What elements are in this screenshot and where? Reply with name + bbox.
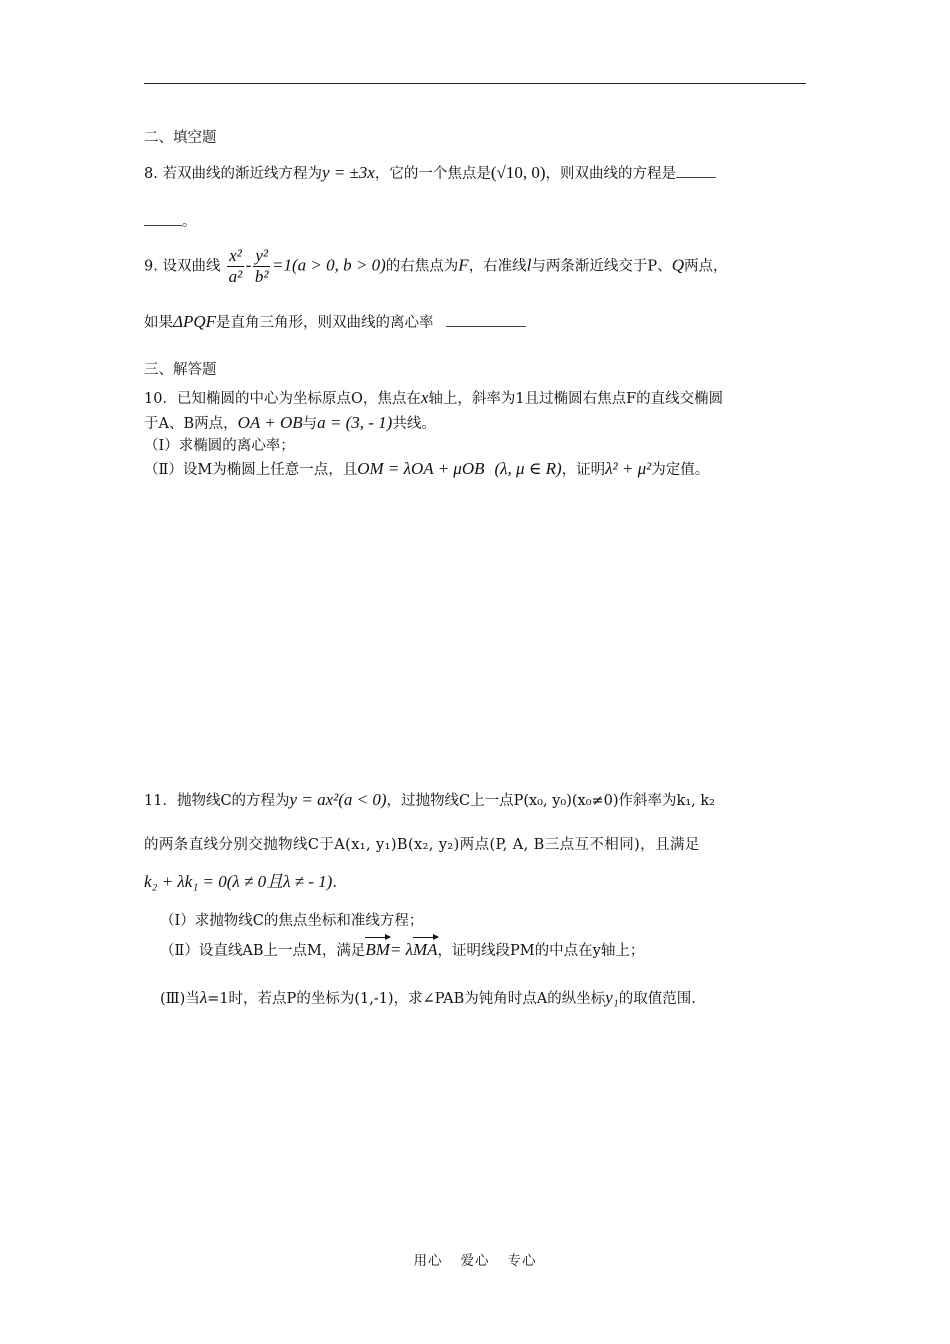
q11-parabola-equation: y = ax²(a < 0) xyxy=(289,790,387,809)
q10-lambda-mu-real: (λ, μ ∈ R) xyxy=(494,459,562,478)
q9-text-4: 与两条渐近线交于P、 xyxy=(531,258,672,275)
q9-answer-blank xyxy=(446,326,526,327)
q11-vector-bm: BM xyxy=(365,940,390,959)
q11-part3-text-1: (Ⅲ)当 xyxy=(160,991,200,1007)
q8-text-2: ，它的一个焦点是 xyxy=(374,166,491,182)
question-10-part-1: （Ⅰ）求椭圆的离心率； xyxy=(144,438,295,454)
q10-text-2: 轴上，斜率为1且过椭圆右焦点F的直线交椭圆 xyxy=(428,391,724,407)
question-11-line-2: 的两条直线分别交抛物线C于A(x₁, y₁)B(x₂, y₂)两点(P, A, B三点互不相同)，且满足 xyxy=(144,837,700,853)
q8-answer-blank-continued xyxy=(144,225,182,226)
footer-text-2: 爱心 xyxy=(460,1253,490,1269)
question-8 xyxy=(144,163,716,184)
q10-line2-text-2: 与 xyxy=(302,416,318,432)
q11-vector-ma: MA xyxy=(412,940,438,959)
q10-vector-a: a = (3, - 1) xyxy=(317,413,393,432)
footer-text-3: 专心 xyxy=(507,1253,537,1269)
q9-frac-den-b: b² xyxy=(254,267,269,286)
q9-directrix-l: l xyxy=(526,255,532,275)
question-11-part-1: （Ⅰ）求抛物线C的焦点坐标和准线方程； xyxy=(160,913,424,929)
q10-part2-text-3: 为定值。 xyxy=(651,462,710,478)
q9-text-1: 9. 设双曲线 xyxy=(144,258,221,275)
question-9-line-2 xyxy=(144,312,526,333)
question-11-part-3 xyxy=(160,988,696,1009)
q11-text-2: ，过抛物线C上一点P(x₀, y₀)(x₀≠0)作斜率为k₁, k₂ xyxy=(386,793,715,809)
q10-x-axis: x xyxy=(420,388,429,407)
q9-frac-num-y: y² xyxy=(255,246,269,265)
q11-line3-period: . xyxy=(332,875,337,891)
q11-part3-text-2: =1时，若点P的坐标为(1,-1)，求∠PAB为钝角时点A的纵坐标 xyxy=(207,991,606,1007)
question-11-line-1 xyxy=(144,790,715,811)
q10-sum-of-squares: λ² + μ² xyxy=(605,459,652,478)
page-footer xyxy=(0,1249,950,1269)
q9-text-3: ，右准线 xyxy=(468,258,527,275)
q9-fraction-y xyxy=(253,246,270,287)
q9-condition: =1(a > 0, b > 0) xyxy=(272,255,386,275)
section-heading-fill-in: 二、填空题 xyxy=(144,130,217,146)
q10-text-1: 10．已知椭圆的中心为坐标原点O，焦点在 xyxy=(144,391,421,407)
question-9 xyxy=(144,246,727,287)
q9-frac-den-a: a² xyxy=(228,267,243,286)
header-rule xyxy=(144,83,806,84)
section-heading-solutions: 三、解答题 xyxy=(144,362,217,378)
q11-y1: y₁ xyxy=(605,988,619,1007)
q9-text-2: 的右焦点为 xyxy=(385,258,459,275)
q9-focus-F: F xyxy=(458,255,469,275)
q8-text-3: ，则双曲线的方程是 xyxy=(545,166,677,182)
q11-part2-text-2: ，证明线段PM的中点在y轴上； xyxy=(437,943,645,959)
q8-asymptote-formula: y = ±3x xyxy=(321,163,375,182)
q11-slope-condition: k₂ + λk₁ = 0(λ ≠ 0且λ ≠ - 1) xyxy=(144,872,333,891)
q10-part2-text-2: ，证明 xyxy=(561,462,606,478)
q9-line2-text-1: 如果 xyxy=(144,315,173,331)
q8-answer-blank xyxy=(676,177,716,178)
q9-frac-num-x: x² xyxy=(229,246,242,265)
q9-fraction-x xyxy=(227,246,244,287)
q8-focus-formula: (√10, 0) xyxy=(490,163,546,182)
q11-part3-text-3: 的取值范围. xyxy=(618,991,696,1007)
q8-text-1: 8. 若双曲线的渐近线方程为 xyxy=(144,166,322,182)
footer-text-1: 用心 xyxy=(413,1253,443,1269)
q10-line2-text-1: 于A、B两点， xyxy=(144,416,238,432)
q9-minus: - xyxy=(245,255,252,275)
q11-text-1: 11．抛物线C的方程为 xyxy=(144,793,290,809)
q11-lambda: λ xyxy=(199,988,208,1007)
q10-line2-text-3: 共线。 xyxy=(392,416,436,432)
q10-vector-om: OM = λOA + μOB xyxy=(357,459,485,478)
q11-equals-lambda: = λ xyxy=(389,940,413,959)
question-11-line-3 xyxy=(144,872,337,893)
q10-part2-text-1: （Ⅱ）设M为椭圆上任意一点，且 xyxy=(144,462,358,478)
question-10-line-1 xyxy=(144,388,723,409)
q8-period: 。 xyxy=(182,214,197,230)
q11-part2-text-1: （Ⅱ）设直线AB上一点M，满足 xyxy=(160,943,366,959)
question-11-part-2 xyxy=(160,940,644,961)
question-8-continued xyxy=(144,212,197,232)
question-10-line-2 xyxy=(144,413,436,434)
question-10-part-2 xyxy=(144,459,709,480)
q9-point-Q: Q xyxy=(671,255,684,275)
q9-text-5: 两点， xyxy=(683,258,728,275)
q9-triangle: ΔPQF xyxy=(173,312,217,331)
q9-line2-text-2: 是直角三角形，则双曲线的离心率 xyxy=(216,315,434,331)
q10-vector-sum: OA + OB xyxy=(237,413,303,432)
